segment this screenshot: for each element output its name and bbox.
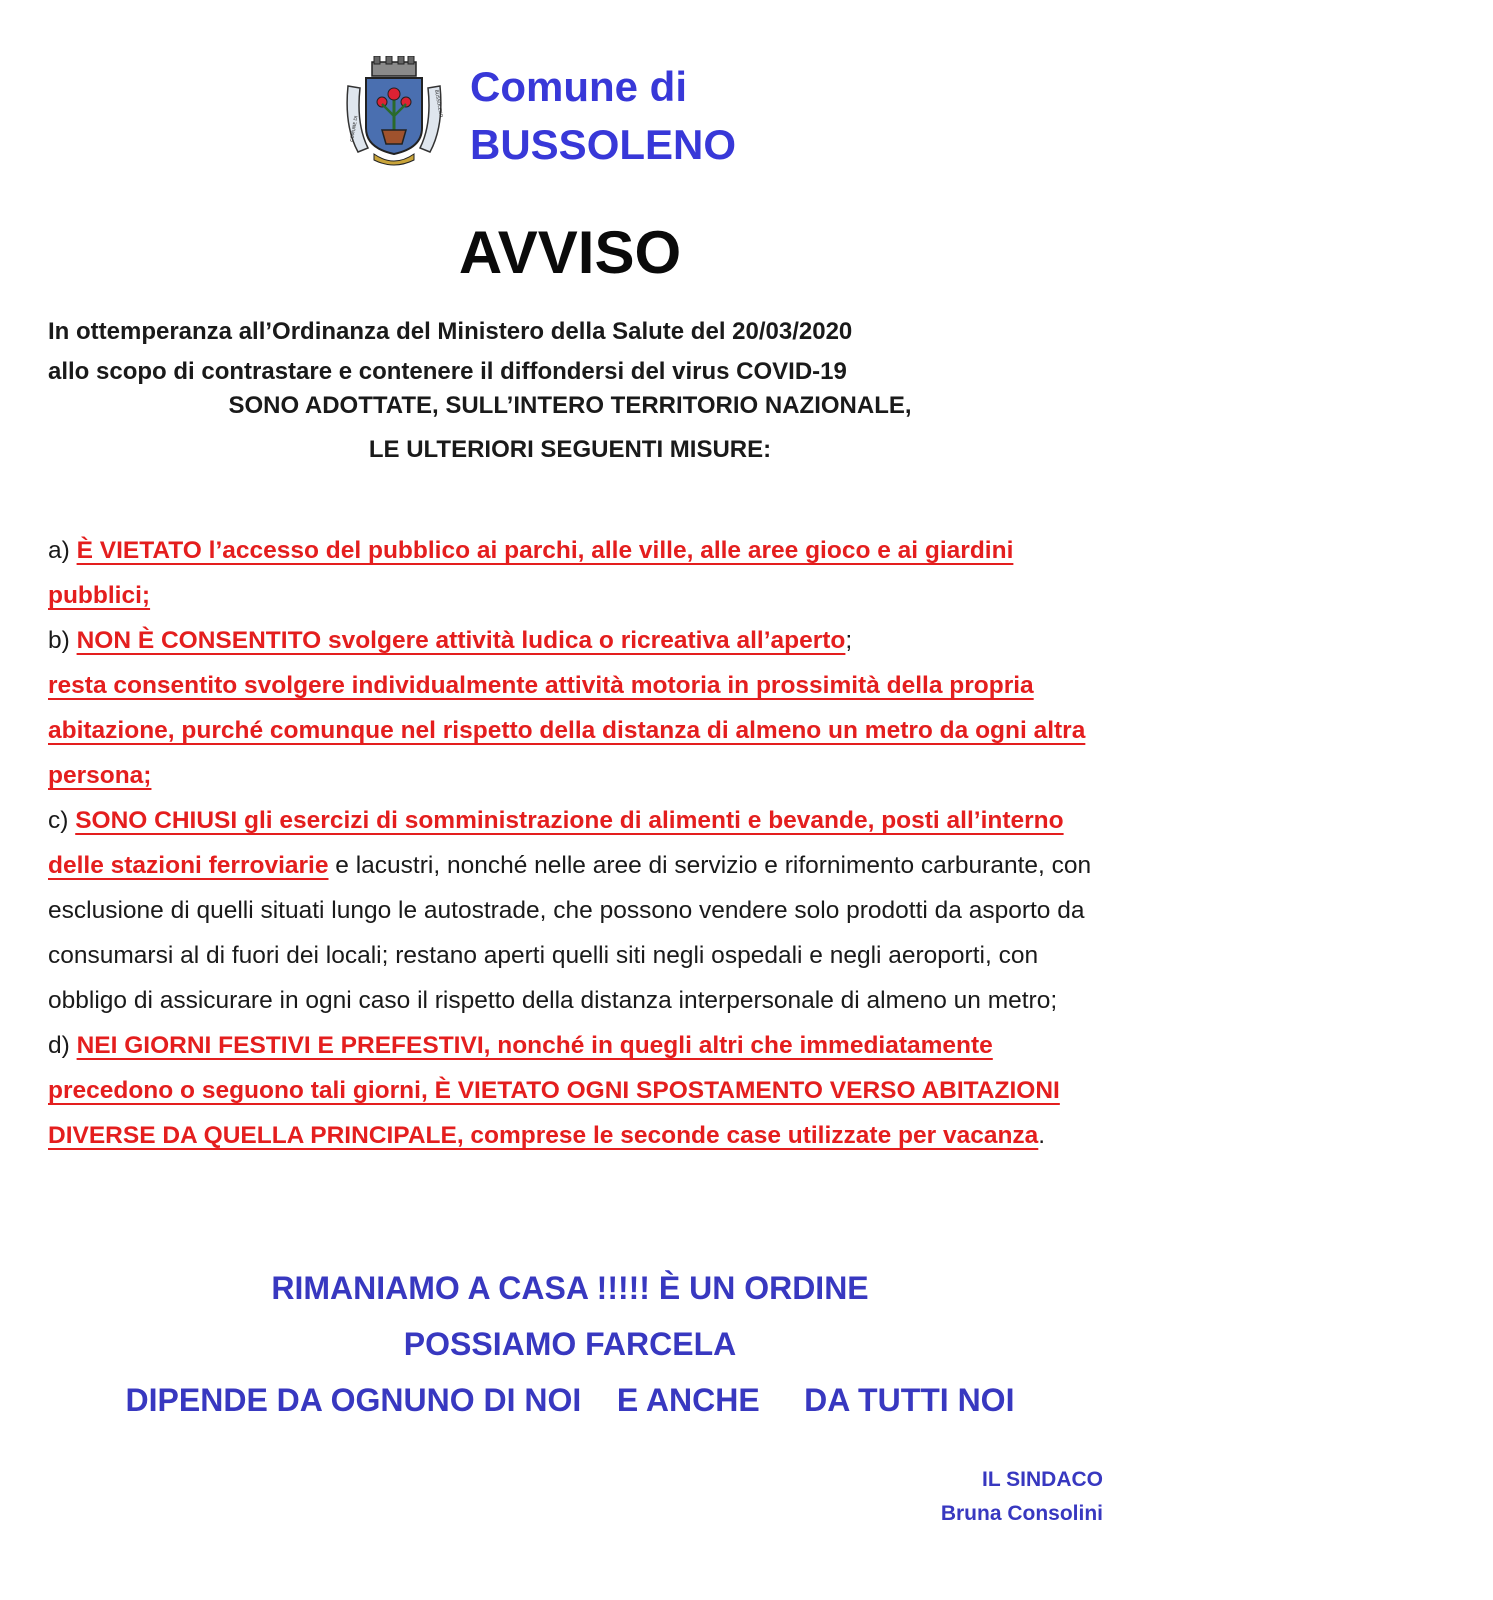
signature-role: IL SINDACO — [982, 1468, 1103, 1491]
measure-d-text: NEI GIORNI FESTIVI E PREFESTIVI, nonché in quegli altri che immediatamente precedono o seguono tali giorni, È VIETATO OGNI SPOSTAMENTO VERSO ABITAZIONI DIVERSE DA QUELLA PRINCIPALE, comprese le seconde case utilizzate per vacanza — [48, 1032, 1060, 1149]
measure-prefix: a) — [48, 537, 77, 564]
slogan-line1: RIMANIAMO A CASA !!!!! È UN ORDINE — [271, 1270, 869, 1306]
municipality-name — [470, 58, 736, 174]
measure-d — [48, 1023, 1108, 1158]
intro-line: In ottemperanza all’Ordinanza del Ministero della Salute del 20/03/2020 — [48, 318, 853, 345]
measure-c-details: e lacustri, nonché nelle aree di servizio e rifornimento carburante, con esclusione di quelli situati lungo le autostrade, che possono vendere solo prodotti da asporto da consumarsi al di fuori dei locali; restano aperti quelli siti negli ospedali e negli aeroporti, con obbligo di assicurare in ogni caso il rispetto della distanza interpersonale di almeno un metro; — [48, 852, 1092, 1014]
measure-b-text: NON È CONSENTITO svolgere attività ludica o ricreativa all’aperto — [76, 627, 846, 654]
measure-prefix: c) — [48, 807, 76, 834]
measure-a-text: È VIETATO l’accesso del pubblico ai parchi, alle ville, alle aree gioco e ai giardini pubblici; — [48, 537, 1014, 609]
crest-ribbon-right: BUSSOLENO — [433, 89, 443, 118]
measures-heading-line2: LE ULTERIORI SEGUENTI MISURE: — [368, 436, 772, 463]
municipality-line1: Comune di — [470, 63, 687, 110]
municipal-crest-icon — [344, 56, 444, 168]
slogan-line3: DIPENDE DA OGNUNO DI NOI E ANCHE DA TUTTI NOI — [125, 1382, 1015, 1418]
measure-prefix: d) — [48, 1032, 77, 1059]
measure-b — [48, 618, 1108, 798]
measure-b-separator: ; — [845, 627, 853, 654]
measures-list — [48, 528, 1108, 1158]
measure-d-end: . — [1038, 1122, 1046, 1149]
notice-title: AVVISO — [458, 219, 682, 286]
measure-prefix: b) — [48, 627, 77, 654]
measures-heading-line1: SONO ADOTTATE, SULL’INTERO TERRITORIO NAZIONALE, — [228, 392, 912, 419]
measure-b-exception: resta consentito svolgere individualmente attività motoria in prossimità della propria abitazione, purché comunque nel rispetto della distanza di almeno un metro da ogni altra persona; — [48, 672, 1086, 789]
crest-ribbon-left: COMUNE DI — [350, 115, 360, 143]
intro-line: allo scopo di contrastare e contenere il diffondersi del virus COVID-19 — [48, 358, 847, 385]
municipality-line2: BUSSOLENO — [470, 121, 737, 168]
measure-a — [48, 528, 1108, 618]
slogan-line2: POSSIAMO FARCELA — [403, 1326, 737, 1362]
measure-c — [48, 798, 1108, 1023]
measure-c-text: SONO CHIUSI gli esercizi di somministrazione di alimenti e bevande, posti all’interno delle stazioni ferroviarie — [48, 807, 1064, 879]
intro-text — [48, 312, 852, 392]
signature-name: Bruna Consolini — [940, 1502, 1103, 1525]
